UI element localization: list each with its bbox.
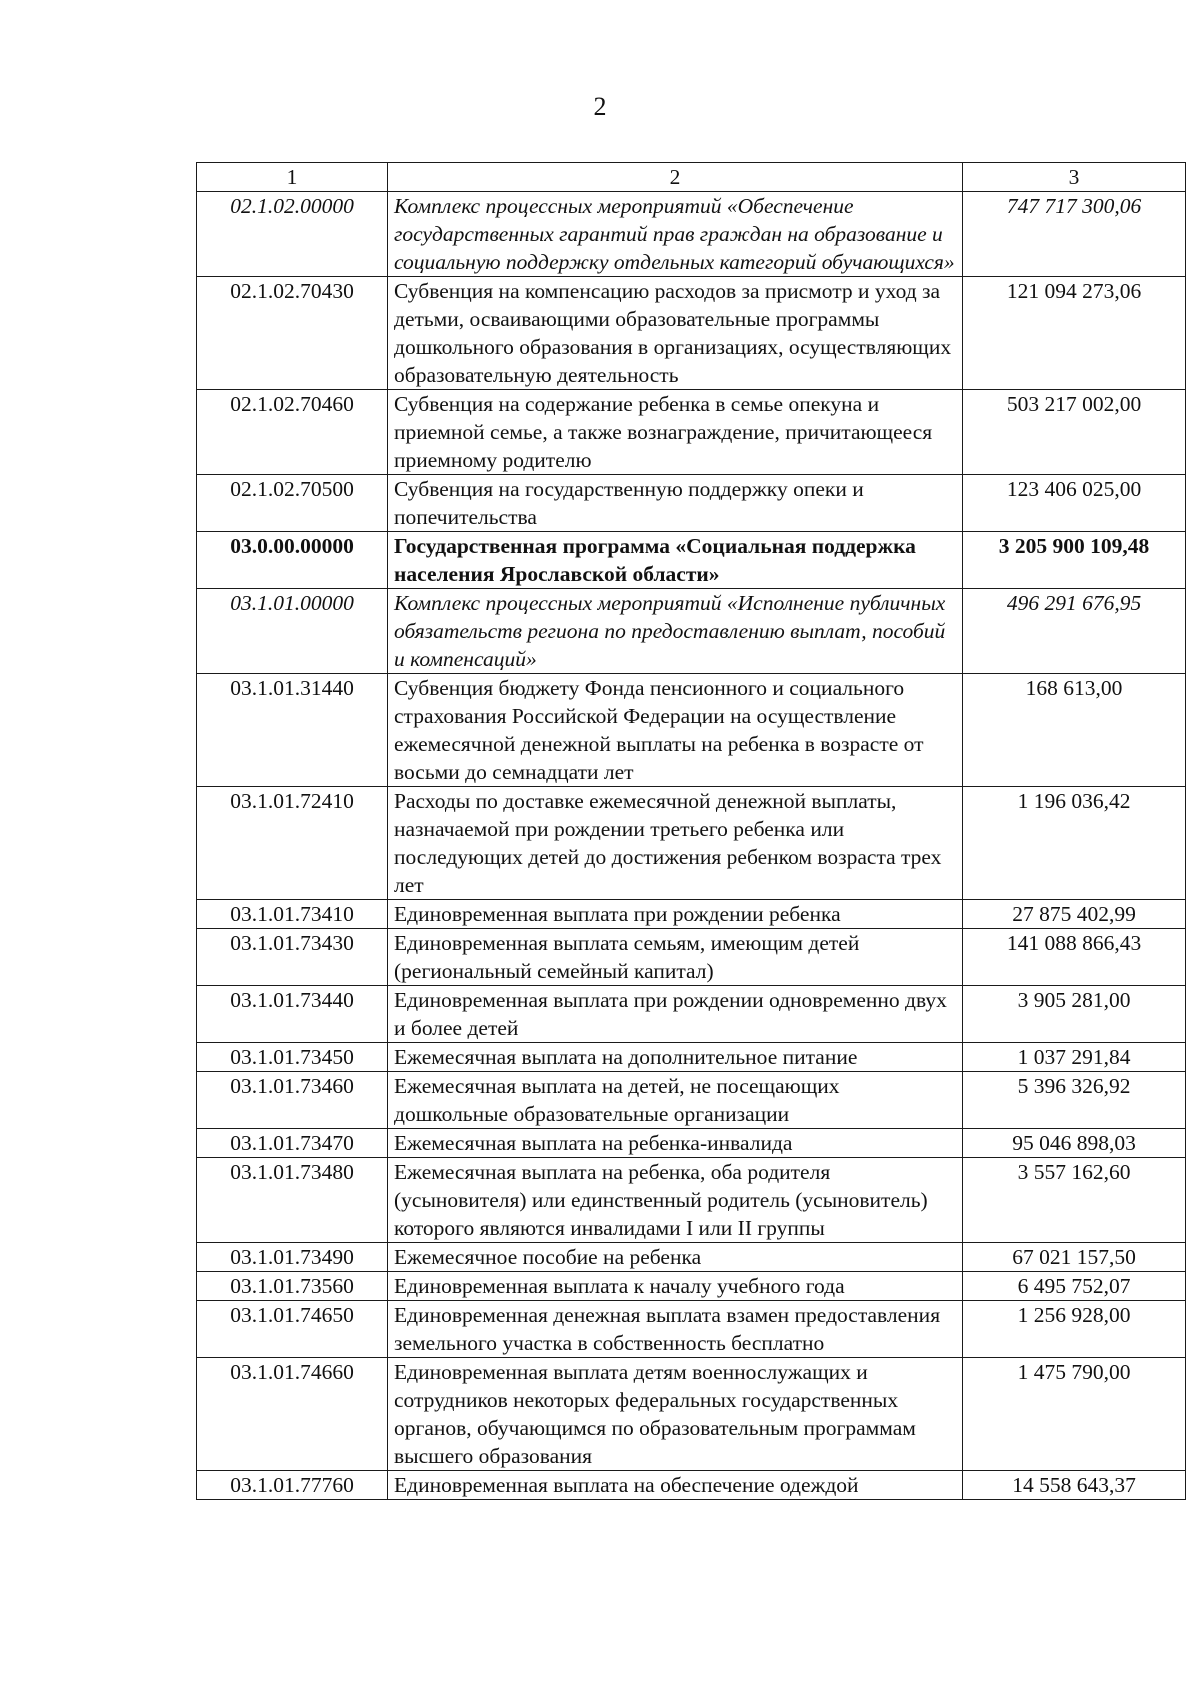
row-name: Ежемесячная выплата на детей, не посещающих дошкольные образовательные организации — [388, 1072, 963, 1129]
table-row — [197, 1158, 1186, 1243]
row-code: 02.1.02.70430 — [197, 277, 388, 390]
row-sum: 1 475 790,00 — [963, 1358, 1186, 1471]
table-row — [197, 1129, 1186, 1158]
row-name: Субвенция на содержание ребенка в семье опекуна и приемной семье, а также вознаграждение, причитающееся приемному родителю — [388, 390, 963, 475]
table-row — [197, 986, 1186, 1043]
table-row — [197, 589, 1186, 674]
row-code: 03.1.01.73490 — [197, 1243, 388, 1272]
row-sum: 67 021 157,50 — [963, 1243, 1186, 1272]
row-code: 03.0.00.00000 — [197, 532, 388, 589]
table-row — [197, 900, 1186, 929]
row-code: 03.1.01.74650 — [197, 1301, 388, 1358]
row-code: 02.1.02.70460 — [197, 390, 388, 475]
row-sum: 6 495 752,07 — [963, 1272, 1186, 1301]
header-col-3: 3 — [963, 163, 1186, 192]
row-name: Единовременная выплата при рождении одновременно двух и более детей — [388, 986, 963, 1043]
row-sum: 747 717 300,06 — [963, 192, 1186, 277]
row-name: Единовременная выплата на обеспечение одеждой — [388, 1471, 963, 1500]
row-code: 03.1.01.72410 — [197, 787, 388, 900]
row-name: Расходы по доставке ежемесячной денежной выплаты, назначаемой при рождении третьего ребенка или последующих детей до достижения ребенком возраста трех лет — [388, 787, 963, 900]
table-row — [197, 277, 1186, 390]
header-row — [197, 163, 1186, 192]
table-header — [197, 163, 1186, 192]
row-code: 03.1.01.74660 — [197, 1358, 388, 1471]
row-sum: 27 875 402,99 — [963, 900, 1186, 929]
row-sum: 1 037 291,84 — [963, 1043, 1186, 1072]
header-col-2: 2 — [388, 163, 963, 192]
table-row — [197, 532, 1186, 589]
row-name: Единовременная денежная выплата взамен предоставления земельного участка в собственность бесплатно — [388, 1301, 963, 1358]
table-row — [197, 1243, 1186, 1272]
table-row — [197, 1272, 1186, 1301]
page-number: 2 — [593, 92, 607, 121]
row-code: 03.1.01.73560 — [197, 1272, 388, 1301]
row-name: Единовременная выплата к началу учебного года — [388, 1272, 963, 1301]
table-row — [197, 1358, 1186, 1471]
row-sum: 95 046 898,03 — [963, 1129, 1186, 1158]
row-code: 02.1.02.00000 — [197, 192, 388, 277]
row-name: Государственная программа «Социальная поддержка населения Ярославской области» — [388, 532, 963, 589]
table-row — [197, 1043, 1186, 1072]
row-code: 03.1.01.77760 — [197, 1471, 388, 1500]
row-code: 03.1.01.00000 — [197, 589, 388, 674]
table-row — [197, 1471, 1186, 1500]
row-code: 03.1.01.73450 — [197, 1043, 388, 1072]
header-col-1: 1 — [197, 163, 388, 192]
table-row — [197, 1072, 1186, 1129]
row-code: 03.1.01.73460 — [197, 1072, 388, 1129]
table-row — [197, 475, 1186, 532]
row-code: 03.1.01.31440 — [197, 674, 388, 787]
row-sum: 121 094 273,06 — [963, 277, 1186, 390]
row-sum: 5 396 326,92 — [963, 1072, 1186, 1129]
table-row — [197, 390, 1186, 475]
table-row — [197, 1301, 1186, 1358]
row-sum: 1 196 036,42 — [963, 787, 1186, 900]
row-name: Ежемесячная выплата на ребенка, оба родителя (усыновителя) или единственный родитель (усыновитель) которого являются инвалидами I или II группы — [388, 1158, 963, 1243]
row-sum: 168 613,00 — [963, 674, 1186, 787]
row-name: Субвенция бюджету Фонда пенсионного и социального страхования Российской Федерации на осуществление ежемесячной денежной выплаты на ребенка в возрасте от восьми до семнадцати лет — [388, 674, 963, 787]
row-name: Субвенция на государственную поддержку опеки и попечительства — [388, 475, 963, 532]
row-code: 03.1.01.73440 — [197, 986, 388, 1043]
row-code: 02.1.02.70500 — [197, 475, 388, 532]
table-row — [197, 192, 1186, 277]
row-sum: 503 217 002,00 — [963, 390, 1186, 475]
row-name: Единовременная выплата детям военнослужащих и сотрудников некоторых федеральных государственных органов, обучающимся по образовательным программам высшего образования — [388, 1358, 963, 1471]
row-sum: 1 256 928,00 — [963, 1301, 1186, 1358]
row-code: 03.1.01.73470 — [197, 1129, 388, 1158]
row-name: Ежемесячное пособие на ребенка — [388, 1243, 963, 1272]
row-sum: 141 088 866,43 — [963, 929, 1186, 986]
row-code: 03.1.01.73410 — [197, 900, 388, 929]
table-row — [197, 929, 1186, 986]
row-sum: 3 905 281,00 — [963, 986, 1186, 1043]
row-name: Комплекс процессных мероприятий «Исполнение публичных обязательств региона по предоставлению выплат, пособий и компенсаций» — [388, 589, 963, 674]
row-code: 03.1.01.73480 — [197, 1158, 388, 1243]
table-row — [197, 787, 1186, 900]
row-name: Ежемесячная выплата на дополнительное питание — [388, 1043, 963, 1072]
row-sum: 3 205 900 109,48 — [963, 532, 1186, 589]
row-sum: 123 406 025,00 — [963, 475, 1186, 532]
row-name: Комплекс процессных мероприятий «Обеспечение государственных гарантий прав граждан на образование и социальную поддержку отдельных категорий обучающихся» — [388, 192, 963, 277]
budget-table — [196, 162, 1186, 1500]
row-code: 03.1.01.73430 — [197, 929, 388, 986]
row-sum: 496 291 676,95 — [963, 589, 1186, 674]
row-sum: 14 558 643,37 — [963, 1471, 1186, 1500]
row-name: Субвенция на компенсацию расходов за присмотр и уход за детьми, осваивающими образовательные программы дошкольного образования в организациях, осуществляющих образовательную деятельность — [388, 277, 963, 390]
row-name: Единовременная выплата семьям, имеющим детей (региональный семейный капитал) — [388, 929, 963, 986]
table-row — [197, 674, 1186, 787]
table-body — [197, 192, 1186, 1500]
row-name: Единовременная выплата при рождении ребенка — [388, 900, 963, 929]
row-name: Ежемесячная выплата на ребенка-инвалида — [388, 1129, 963, 1158]
row-sum: 3 557 162,60 — [963, 1158, 1186, 1243]
